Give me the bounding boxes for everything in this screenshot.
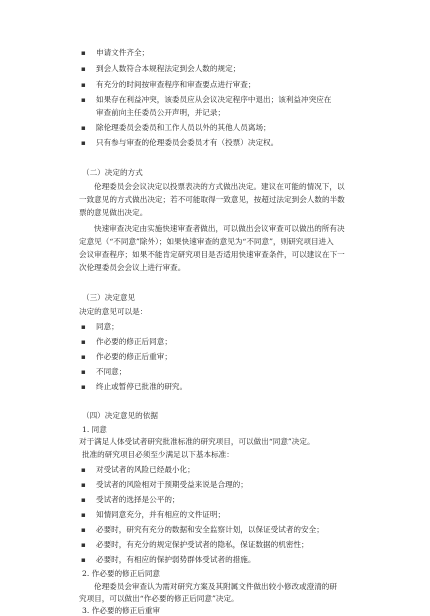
subsection-title: 3. 作必要的修正后重审 — [82, 606, 161, 615]
section-heading: （二）决定的方式 — [82, 168, 143, 177]
list-item: ▪ 必要时，有充分的规定保护受试者的隐私，保证数据的机密性； — [96, 540, 309, 550]
paragraph-line: 伦理委员会会议决定以投票表决的方式做出决定。建议在可能的情况下，以 — [94, 182, 345, 191]
section-heading: （三）决定意见 — [82, 293, 136, 302]
paragraph-line: 批准的研究项目必须至少满足以下基本标准： — [82, 450, 234, 459]
list-item: ▪ 如果存在利益冲突，该委员应从会议决定程序中退出；该利益冲突应在 — [96, 95, 331, 105]
paragraph-line: 会议审查程序；如果不能肯定研究项目是否适用快速审查条件，可以建议在下一 — [79, 250, 345, 259]
list-item: ▪ 同意； — [96, 322, 119, 332]
paragraph-line: 票的意见做出决定。 — [79, 208, 148, 217]
list-item: ▪ 只有参与审查的伦理委员会委员才有（投票）决定权。 — [96, 138, 278, 148]
list-item: ▪ 对受试者的风险已经最小化； — [96, 465, 195, 475]
list-item: ▪ 受试者的选择是公平的； — [96, 495, 180, 505]
subsection-title: 1. 同意 — [82, 425, 107, 434]
paragraph-line: 快速审查决定由实施快速审查者做出，可以做出会议审查可以做出的所有决 — [94, 224, 345, 233]
paragraph-line: 对于满足人体受试者研究批准标准的研究项目，可以做出“同意”决定。 — [79, 437, 315, 446]
list-item: ▪ 知情同意充分，并有相应的文件证明； — [96, 510, 225, 520]
list-item: ▪ 受试者的风险相对于预期受益来说是合理的； — [96, 480, 248, 490]
paragraph-line: 次伦理委员会会议上进行审查。 — [79, 263, 186, 272]
subsection-title: 2. 作必要的修正后同意 — [82, 569, 161, 578]
list-item: ▪ 作必要的修正后同意； — [96, 337, 172, 347]
paragraph-line: 一致意见的方式做出决定；若不可能取得一致意见，按超过法定到会人数的半数 — [79, 195, 345, 204]
paragraph-line: 伦理委员会审查认为需对研究方案及其附属文件做出较小修改或澄清的研 — [94, 582, 337, 591]
list-item: ▪ 到会人数符合本规程法定到会人数的规定； — [96, 64, 240, 74]
list-item: ▪ 不同意； — [96, 367, 126, 377]
list-item: ▪ 作必要的修正后重审； — [96, 352, 172, 362]
list-item: ▪ 必要时，研究有充分的数据和安全监察计划，以保证受试者的安全； — [96, 525, 324, 535]
list-item: ▪ 有充分的时间按审查程序和审查要点进行审查； — [96, 80, 255, 90]
list-item: ▪ 必要时，有相应的保护弱势群体受试者的措施。 — [96, 555, 255, 565]
list-item: ▪ 申请文件齐全； — [96, 48, 149, 58]
paragraph-line: 究项目，可以做出“作必要的修正后同意”决定。 — [79, 594, 239, 603]
section-heading: （四）决定意见的依据 — [82, 411, 158, 420]
list-item: ▪ 终止或暂停已批准的研究。 — [96, 382, 187, 392]
list-item-continuation: 审查前向主任委员公开声明，并记录； — [96, 108, 226, 117]
paragraph-line: 决定的意见可以是： — [79, 307, 148, 316]
paragraph-line: 定意见（“不同意”除外）；如果快速审查的意见为“不同意”，则研究项目进入 — [79, 237, 334, 246]
list-item: ▪ 除伦理委员会委员和工作人员以外的其他人员离场； — [96, 123, 271, 133]
